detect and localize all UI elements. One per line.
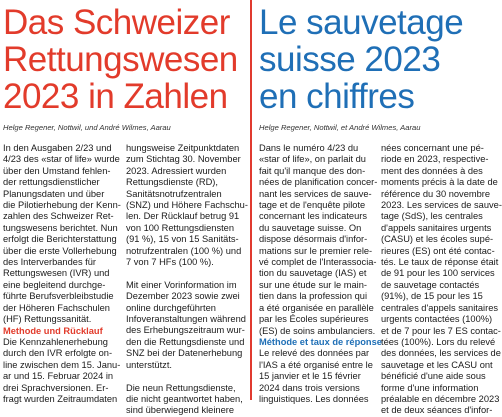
text-line: l'IAS a été organisé entre le bbox=[259, 359, 373, 370]
french-title bbox=[259, 4, 495, 115]
text-line: rieures (ES) ont été contac- bbox=[381, 245, 495, 256]
text-line: über den Umstand fehlen- bbox=[3, 165, 111, 176]
text-line: fragt wurden Zeitraumdaten bbox=[3, 393, 118, 404]
text-line: der rettungsdienstlicher bbox=[3, 177, 100, 188]
text-line: des Erhebungszeitraum wur- bbox=[126, 325, 245, 336]
text-line: die nicht geantwortet haben, bbox=[126, 393, 243, 404]
text-line: riode en 2023, respective- bbox=[381, 154, 489, 165]
text-line: ar und 15. Februar 2024 in bbox=[3, 371, 114, 382]
french-authors: Helge Regener, Nottwil, et André Wilmes, Aarau bbox=[259, 123, 421, 132]
french-column-2 bbox=[381, 143, 502, 417]
german-column-2 bbox=[126, 143, 246, 417]
text-line: durch den IVR erfolgte on- bbox=[3, 348, 113, 359]
text-line: sind überwiegend kleinere bbox=[126, 405, 235, 416]
text-line: par les Écoles supérieures bbox=[259, 314, 369, 325]
german-column-1 bbox=[3, 143, 120, 405]
german-article bbox=[0, 0, 248, 416]
french-title-line: suisse 2023 bbox=[259, 40, 441, 79]
text-line: (91 %), 15 von 15 Sanitäts- bbox=[126, 234, 239, 245]
german-title bbox=[3, 4, 248, 115]
text-line: zahlen des Schweizer Ret- bbox=[3, 211, 114, 222]
text-line: nées concernant une pé- bbox=[381, 143, 484, 153]
text-line: a été organisée en parallèle bbox=[259, 302, 374, 313]
german-authors: Helge Regener, Nottwil, und André Wilmes, Aarau bbox=[3, 123, 171, 132]
text-line: tungswesens berichtet. Nun bbox=[3, 222, 118, 233]
text-line: 7 von 7 HFs (100 %). bbox=[126, 257, 214, 268]
french-title-line: Le sauvetage bbox=[259, 3, 464, 42]
text-line: hungsweise Zeitpunktdaten bbox=[126, 143, 240, 153]
text-line: préalable en décembre 2023 bbox=[381, 393, 500, 404]
text-line: des Interverbandes für bbox=[3, 257, 97, 268]
text-line: die Pilotierhebung der Kenn- bbox=[3, 200, 121, 211]
german-title-line: 2023 in Zahlen bbox=[3, 77, 228, 116]
text-line: de 91 pour les 100 services bbox=[381, 268, 495, 279]
text-line: führte Berufsverbleibstudie bbox=[3, 291, 114, 302]
text-line: ment des données à des bbox=[381, 165, 483, 176]
text-line: tien dans la profession qui bbox=[259, 291, 368, 302]
text-line: Mit einer Vorinformation im bbox=[126, 279, 237, 290]
text-line: Infoveranstaltungen während bbox=[126, 314, 246, 325]
column-divider bbox=[250, 0, 252, 400]
text-line: moments précis à la date de bbox=[381, 177, 498, 188]
text-line: des données, les services de bbox=[381, 348, 501, 359]
text-line: 2023. Les services de sauve- bbox=[381, 200, 502, 211]
text-line: Dezember 2023 sowie zwei bbox=[126, 291, 240, 302]
text-line: Sanitätsnotrufzentralen bbox=[126, 188, 222, 199]
text-line: sur une étude sur le main- bbox=[259, 279, 368, 290]
text-line: de sauvetage contactés bbox=[381, 279, 480, 290]
text-line: notrufzentralen (100 %) und bbox=[126, 245, 242, 256]
text-line: den die Rettungsdienste und bbox=[126, 336, 245, 347]
text-line: tage et de l'enquête pilote bbox=[259, 200, 366, 211]
text-line: référence du 30 novembre bbox=[381, 188, 491, 199]
section-subheading: Methode und Rücklauf bbox=[3, 325, 103, 336]
text-line: centrales d'appels sanitaires bbox=[381, 302, 499, 313]
text-line: vé complet de l'Interassocia- bbox=[259, 257, 377, 268]
text-line: dispose désormais d'infor- bbox=[259, 234, 368, 245]
text-line: «star of life», on parlait du bbox=[259, 154, 366, 165]
text-line: (CASU) et les écoles supé- bbox=[381, 234, 494, 245]
text-line: et de 7 pour les 7 ES contac- bbox=[381, 325, 501, 336]
text-line: (ES) de soins ambulanciers. bbox=[259, 325, 376, 336]
text-line: SNZ bei der Datenerhebung bbox=[126, 348, 243, 359]
text-line: tage (SdS), les centrales bbox=[381, 211, 483, 222]
text-line: nant les services de sauve- bbox=[259, 188, 372, 199]
text-line: tés. Le taux de réponse était bbox=[381, 257, 499, 268]
text-line: (91%), de 15 pour les 15 bbox=[381, 291, 483, 302]
text-line: nées de planification concer- bbox=[259, 177, 378, 188]
text-line: In den Ausgaben 2/23 und bbox=[3, 143, 112, 153]
text-line: 15 janvier et le 15 février bbox=[259, 371, 361, 382]
text-line: fait qu'il manque des don- bbox=[259, 165, 366, 176]
text-line: linguistiques. Les données bbox=[259, 393, 369, 404]
text-line: erfolgt die Berichterstattung bbox=[3, 234, 117, 245]
text-line: unterstützt. bbox=[126, 359, 172, 370]
text-line: Dans le numéro 4/23 du bbox=[259, 143, 359, 153]
text-line: forme d'une information bbox=[381, 382, 479, 393]
text-line: tées (100%). Lors du relevé bbox=[381, 336, 496, 347]
text-line: von 100 Rettungsdiensten bbox=[126, 222, 235, 233]
section-subheading: Méthode et taux de réponse bbox=[259, 336, 382, 347]
text-line: Die neun Rettungsdienste, bbox=[126, 382, 236, 393]
german-title-line: Das Schweizer bbox=[3, 3, 230, 42]
text-line: zum Stichtag 30. November bbox=[126, 154, 241, 165]
paragraph-gap bbox=[126, 268, 246, 279]
text-line: mations sur le premier rele- bbox=[259, 245, 373, 256]
text-line: Die Kennzahlenerhebung bbox=[3, 336, 108, 347]
text-line: online durchgeführten bbox=[126, 302, 216, 313]
french-article bbox=[256, 0, 502, 416]
text-line: len. Der Rücklauf betrug 91 bbox=[126, 211, 240, 222]
text-line: concernant les indicateurs bbox=[259, 211, 368, 222]
text-line: 4/23 des «star of life» wurde bbox=[3, 154, 120, 165]
text-line: (SNZ) und Höhere Fachschu- bbox=[126, 200, 248, 211]
text-line: d'appels sanitaires urgents bbox=[381, 222, 492, 233]
text-line: Rettungsdienste (RD), bbox=[126, 177, 218, 188]
text-line: urgents contactées (100%) bbox=[381, 314, 493, 325]
german-title-line: Rettungswesen bbox=[3, 40, 238, 79]
french-title-line: en chiffres bbox=[259, 77, 415, 116]
text-line: Planungsdaten und über bbox=[3, 188, 105, 199]
text-line: 2024 dans trois versions bbox=[259, 382, 360, 393]
text-line: et de deux séances d'infor- bbox=[381, 405, 493, 416]
text-line: der Höheren Fachschulen bbox=[3, 302, 110, 313]
text-line: tion du sauvetage (IAS) et bbox=[259, 268, 367, 279]
text-line: eine begleitend durchge- bbox=[3, 279, 106, 290]
text-line: Rettungswesen (IVR) und bbox=[3, 268, 110, 279]
text-line: sauvetage et les CASU ont bbox=[381, 359, 493, 370]
text-line: line zwischen dem 15. Janu- bbox=[3, 359, 121, 370]
text-line: 2023. Adressiert wurden bbox=[126, 165, 227, 176]
text-line: über die erste Vollerhebung bbox=[3, 245, 117, 256]
text-line: (HF) Rettungssanität. bbox=[3, 314, 92, 325]
paragraph-gap bbox=[126, 371, 246, 382]
text-line: Le relevé des données par bbox=[259, 348, 370, 359]
text-line: drei Sprachversionen. Er- bbox=[3, 382, 109, 393]
french-column-1 bbox=[259, 143, 382, 405]
text-line: du sauvetage suisse. On bbox=[259, 222, 362, 233]
text-line: bénéficié d'une aide sous bbox=[381, 371, 486, 382]
